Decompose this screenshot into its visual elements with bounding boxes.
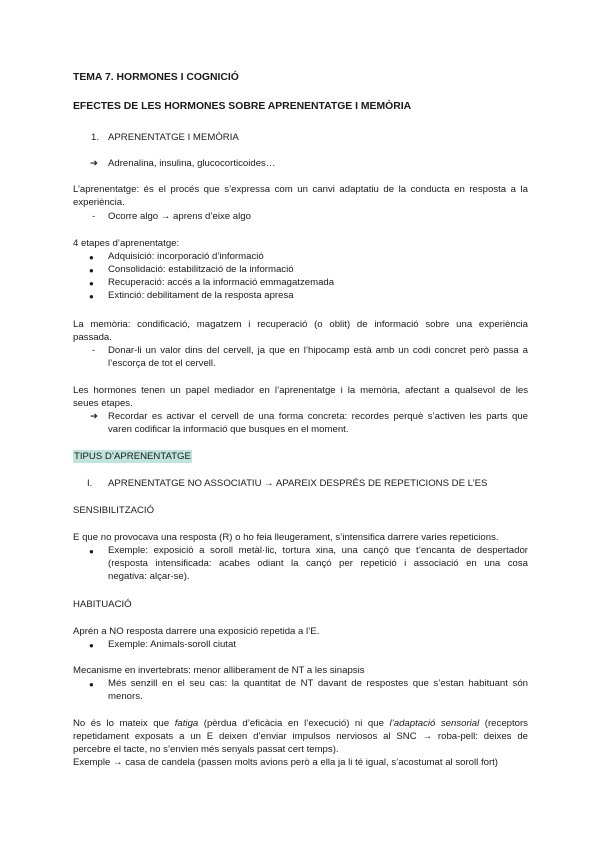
memory-definition-line2: passada. — [73, 332, 112, 343]
sensibilization-example-line1: Exemple: exposició a soroll metàl·lic, tortura xina, una cançó que t’encanta de despertador — [108, 545, 528, 556]
memory-definition-sub2: l’escorça de tot el cervell. — [108, 358, 216, 369]
section-i-heading: APRENENTATGE NO ASSOCIATIU → APAREIX DESPRÉS DE REPETICIONS DE L’ES — [108, 478, 488, 489]
sensibilization-example-line2: (resposta intensificada: acabes odiant la cançó per repetició i associació en una cosa — [108, 558, 528, 569]
habituation-sub-line1: Més senzill en el seu cas: la quantitat de NT davant de respostes que s’estan habituant són — [108, 678, 528, 689]
section-1-number: 1. — [91, 132, 100, 143]
memory-definition-line1: La memòria: condificació, magatzem i recuperació (o oblit) de informació sobre una experiència — [73, 319, 528, 330]
dash-marker: - — [92, 345, 96, 356]
closing-line4: Exemple → casa de candela (passen molts avions però a ella ja li té igual, s’acostumat al soroll fort) — [73, 757, 498, 768]
hormones-sub1: Recordar es activar el cervell de una forma concreta: recordes perquè s’activen les parts que — [108, 411, 528, 422]
bullet-marker: ● — [89, 279, 94, 288]
section-i-number: I. — [87, 478, 93, 489]
hormones-sub2: varen codificar la informació que busques en el moment. — [108, 424, 349, 435]
learning-definition-sub: Ocorre algo → aprens d’eixe algo — [108, 211, 251, 222]
learning-definition-line1: L’aprenentatge: és el procés que s’expressa com un canvi adaptatiu de la conducta en resposta a la — [73, 184, 528, 195]
bullet-marker: ● — [89, 266, 94, 275]
document-subtitle: EFECTES DE LES HORMONES SOBRE APRENENTATGE I MEMÒRIA — [73, 101, 412, 112]
memory-definition-sub1: Donar-li un valor dins del cervell, ja que en l’hipocamp està amb un codi concret però passa a — [108, 345, 528, 356]
bullet-marker: ● — [89, 292, 94, 301]
hormones-line1: Les hormones tenen un papel mediador en l’aprenentatge i la memòria, afectant a qualsevol de les — [73, 385, 528, 396]
arrow-bullet-icon: ➔ — [90, 158, 99, 169]
habituation-example: Exemple: Animals-soroll ciutat — [108, 639, 236, 650]
sensory-adaptation-term: l’adaptació sensorial — [389, 718, 480, 729]
bullet-marker: ● — [89, 253, 94, 262]
section-1-heading: APRENENTATGE I MEMÒRIA — [108, 132, 239, 143]
types-heading: TIPUS D’APRENENTATGE — [74, 451, 191, 462]
habituation-sub-line2: menors. — [108, 691, 143, 702]
bullet-marker: ● — [89, 641, 94, 650]
habituation-mechanism: Mecanisme en invertebrats: menor alliberament de NT a les sinapsis — [73, 665, 365, 676]
stage-item: Extinció: debilitament de la resposta apresa — [108, 290, 294, 301]
stage-item: Adquisició: incorporació d’informació — [108, 251, 264, 262]
closing-line2: repetidament exposats a un E deixen d’enviar impulsos nerviosos al SNC → roba-pell: deixes de — [73, 731, 528, 742]
sensibilization-example-line3: negativa: alçar-se). — [108, 571, 190, 582]
habituation-heading: HABITUACIÓ — [73, 599, 132, 610]
sensibilization-heading: SENSIBILITZACIÓ — [73, 505, 155, 516]
arrow-bullet-icon: ➔ — [90, 411, 99, 422]
document-title: TEMA 7. HORMONES I COGNICIÓ — [73, 72, 239, 83]
stage-item: Consolidació: estabilització de la informació — [108, 264, 294, 275]
fatigue-term: fatiga — [174, 718, 199, 729]
closing-line3: percebre el tacte, no s’envien més senyals passat cert temps). — [73, 744, 339, 755]
dash-marker: - — [92, 211, 96, 222]
stage-item: Recuperació: accés a la informació emmagatzemada — [108, 277, 335, 288]
bullet-marker: ● — [89, 547, 94, 556]
bullet-marker: ● — [89, 680, 94, 689]
stages-intro: 4 etapes d’aprenentatge: — [73, 238, 180, 249]
hormones-line2: seues etapes. — [73, 398, 133, 409]
section-1-bullet: Adrenalina, insulina, glucocorticoides… — [108, 158, 276, 169]
sensibilization-text: E que no provocava una resposta (R) o ho feia lleugerament, s’intensifica darrere varies repeticions. — [73, 532, 499, 543]
closing-line1: No és lo mateix que fatiga (pèrdua d’eficàcia en l’execució) ni que l’adaptació sensorial (receptors — [73, 718, 528, 729]
habituation-text: Aprén a NO resposta darrere una exposició repetida a l’E. — [73, 626, 320, 637]
learning-definition-line2: experiència. — [73, 197, 125, 208]
